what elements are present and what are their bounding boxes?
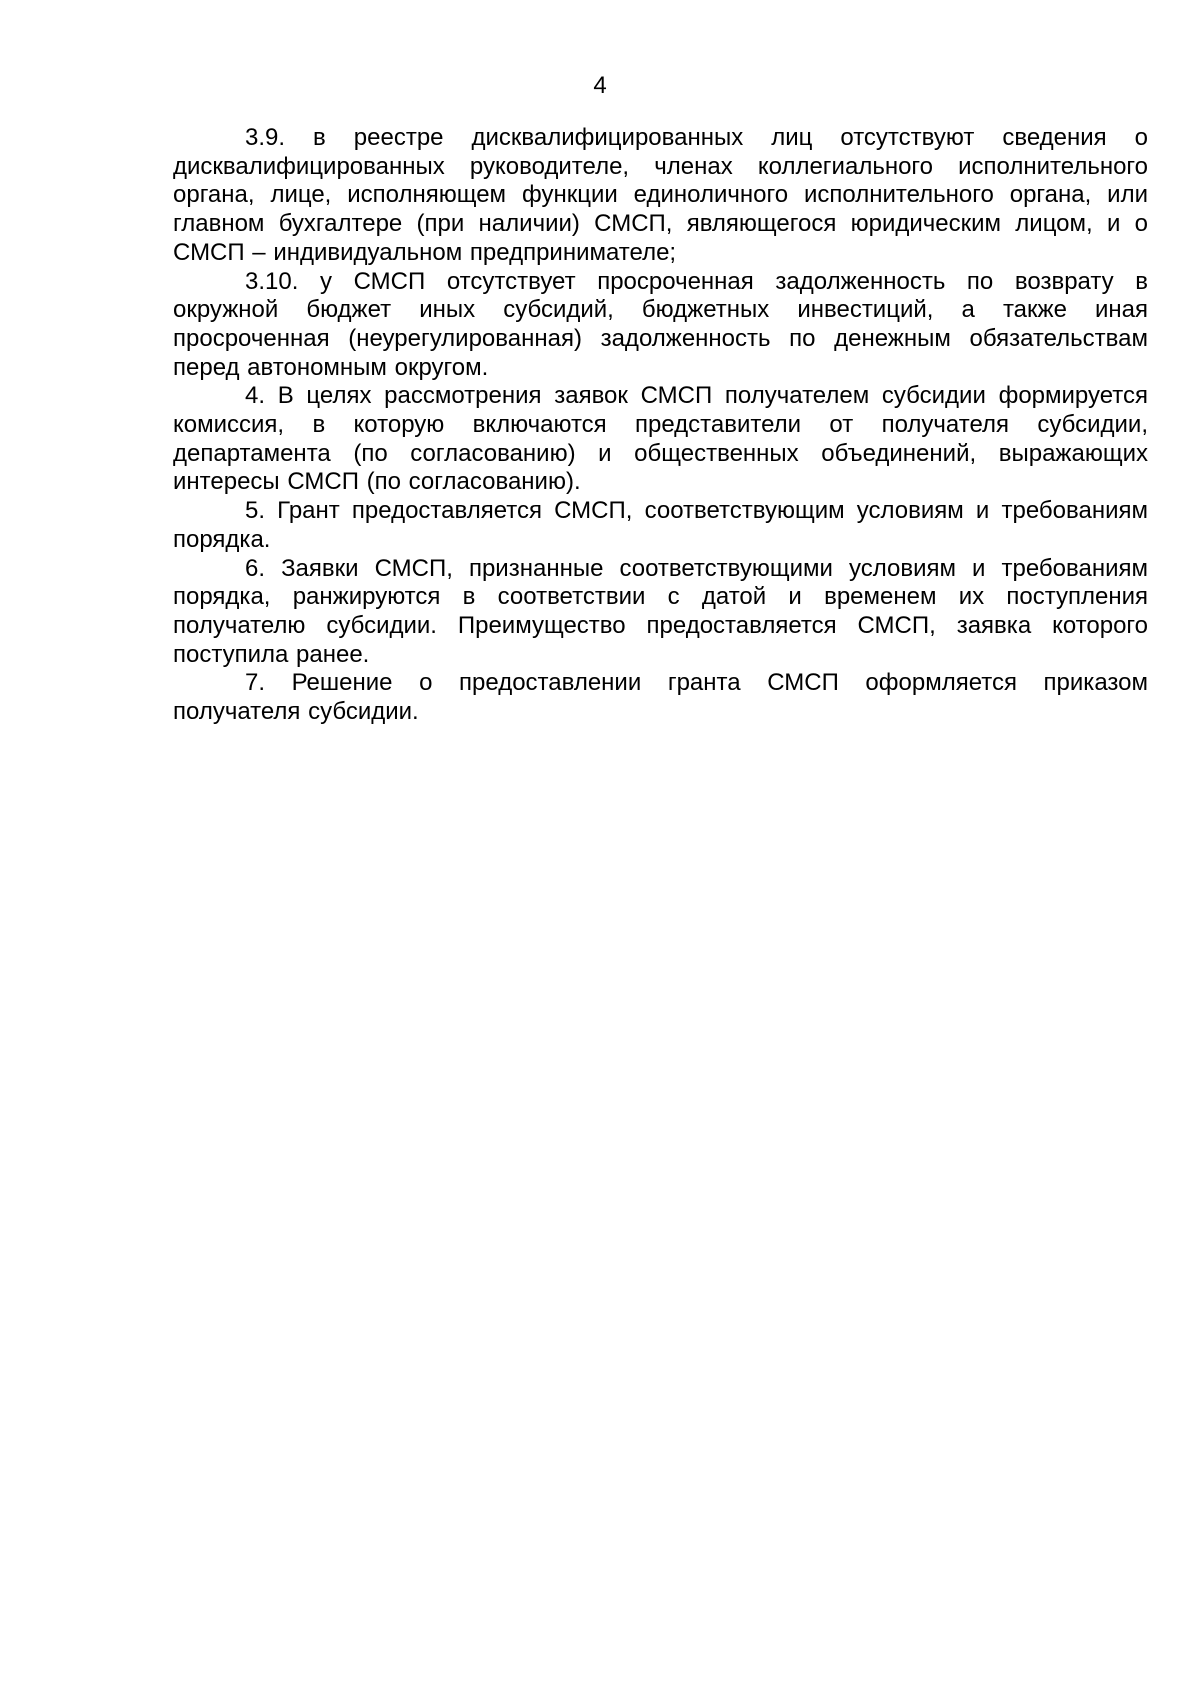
paragraph-3-9: 3.9. в реестре дисквалифицированных лиц отсутствуют сведения о дисквалифицированных руководителе, членах коллегиального исполнительного органа, лице, исполняющем функции единоличного исполнительного органа, или главном бухгалтере (при наличии) СМСП, являющегося юридическим лицом, и о СМСП – индивидуальном предпринимателе;: [173, 124, 1148, 266]
paragraph-5: 5. Грант предоставляется СМСП, соответствующим условиям и требованиям порядка.: [173, 497, 1148, 553]
paragraph-6: 6. Заявки СМСП, признанные соответствующими условиям и требованиям порядка, ранжируются в соответствии с датой и временем их поступления получателю субсидии. Преимущество предоставляется СМСП, заявка которого поступила ранее.: [173, 554, 1148, 668]
paragraph-7: 7. Решение о предоставлении гранта СМСП оформляется приказом получателя субсидии.: [173, 669, 1148, 726]
document-body: [173, 124, 1148, 727]
paragraph-3-10: 3.10. у СМСП отсутствует просроченная задолженность по возврату в окружной бюджет иных субсидий, бюджетных инвестиций, а также иная просроченная (неурегулированная) задолженность по денежным обязательствам перед автономным округом.: [173, 267, 1148, 381]
paragraph-4: 4. В целях рассмотрения заявок СМСП получателем субсидии формируется комиссия, в которую включаются представители от получателя субсидии, департамента (по согласованию) и общественных объединений, выражающих интересы СМСП (по согласованию).: [173, 382, 1148, 496]
page-number: 4: [593, 72, 607, 99]
